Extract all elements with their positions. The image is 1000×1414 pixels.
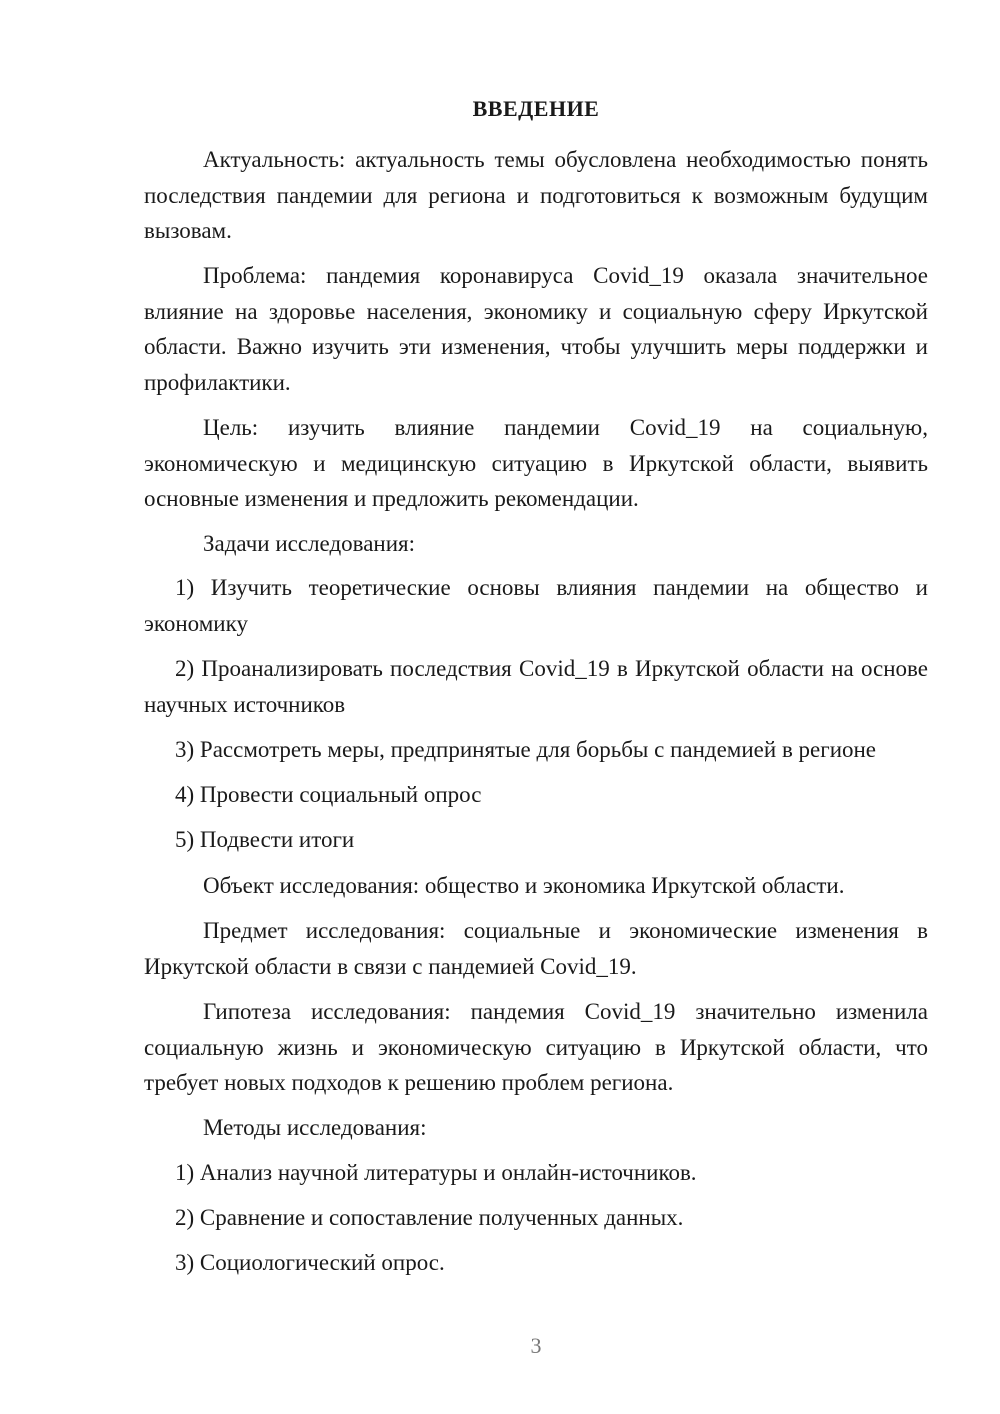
page-number: 3 [530,1333,542,1358]
object-paragraph: Объект исследования: общество и экономика Иркутской области. [203,873,845,898]
methods-heading: Методы исследования: [203,1115,427,1140]
method-item-3: 3) Социологический опрос. [175,1250,445,1275]
task-item-2: 2) Проанализировать последствия Covid_19 в Иркутской области на основе научных источников [144,656,928,717]
method-item-1: 1) Анализ научной литературы и онлайн-источников. [175,1160,697,1185]
hypothesis-paragraph: Гипотеза исследования: пандемия Covid_19 значительно изменила социальную жизнь и экономическую ситуацию в Иркутской области, что требует новых подходов к решению проблем региона. [144,999,928,1095]
task-item-3: 3) Рассмотреть меры, предпринятые для борьбы с пандемией в регионе [175,737,877,762]
task-item-1: 1) Изучить теоретические основы влияния пандемии на общество и экономику [144,575,928,636]
task-item-4: 4) Провести социальный опрос [175,782,482,807]
method-item-2: 2) Сравнение и сопоставление полученных данных. [175,1205,684,1230]
relevance-paragraph: Актуальность: актуальность темы обусловлена необходимостью понять последствия пандемии для региона и подготовиться к возможным будущим вызовам. [144,147,928,243]
page-title: ВВЕДЕНИЕ [472,96,600,121]
task-item-5: 5) Подвести итоги [175,827,355,852]
goal-paragraph: Цель: изучить влияние пандемии Covid_19 на социальную, экономическую и медицинскую ситуацию в Иркутской области, выявить основные изменения и предложить рекомендации. [144,415,928,511]
subject-paragraph: Предмет исследования: социальные и экономические изменения в Иркутской области в связи с пандемией Covid_19. [144,918,928,979]
problem-paragraph: Проблема: пандемия коронавируса Covid_19 оказала значительное влияние на здоровье населения, экономику и социальную сферу Иркутской области. Важно изучить эти изменения, чтобы улучшить меры поддержки и профилактики. [144,263,928,395]
tasks-heading: Задачи исследования: [203,531,416,556]
